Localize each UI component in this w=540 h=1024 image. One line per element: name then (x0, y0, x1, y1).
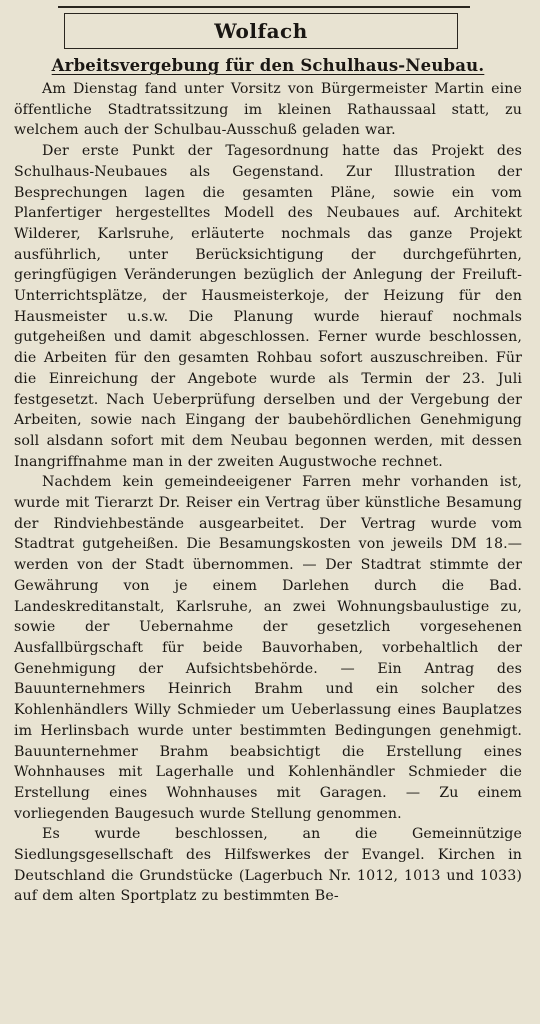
section-header-box (64, 13, 458, 49)
article-paragraph: Es wurde beschlossen, an die Gemeinnützige Siedlungsgesellschaft des Hilfswerkes der Evangel. Kirchen in Deutschland die Grundstücke (Lagerbuch Nr. 1012, 1013 und 1033) auf dem alten Sportplatz zu bestimmten Be- (14, 826, 522, 905)
top-rule (58, 6, 470, 8)
article (14, 56, 522, 907)
article-paragraph: Am Dienstag fand unter Vorsitz von Bürgermeister Martin eine öffentliche Stadtratssitzung im kleinen Rathaussaal statt, zu welchem auch der Schulbau-Ausschuß geladen war. (14, 81, 522, 139)
section-title: Wolfach (214, 19, 308, 43)
article-paragraph: Nachdem kein gemeindeeigener Farren mehr vorhanden ist, wurde mit Tierarzt Dr. Reiser ein Vertrag über künstliche Besamung der Rindviehbestände ausgearbeitet. Der Vertrag wurde vom Stadtrat gutgeheißen. Die Besamungskosten von jeweils DM 18.— werden von der Stadt übernommen. — Der Stadtrat stimmte der Gewährung von je einem Darlehen durch die Bad. Landeskreditanstalt, Karlsruhe, an zwei Wohnungsbaulustige zu, sowie der Uebernahme der gesetzlich vorgesehenen Ausfallbürgschaft für beide Bauvorhaben, vorbehaltlich der Genehmigung der Aufsichtsbehörde. — Ein Antrag des Bauunternehmers Heinrich Brahm und ein solcher des Kohlenhändlers Willy Schmieder um Ueberlassung eines Bauplatzes im Herlinsbach wurde unter bestimmten Bedingungen genehmigt. Bauunternehmer Brahm beabsichtigt die Erstellung eines Wohnhauses mit Lagerhalle und Kohlenhändler Schmieder die Erstellung eines Wohnhauses mit Garagen. — Zu einem vorliegenden Baugesuch wurde Stellung genommen. (14, 474, 522, 822)
article-paragraph: Der erste Punkt der Tagesordnung hatte das Projekt des Schulhaus-Neubaues als Gegenstand. Zur Illustration der Besprechungen lagen die gesamten Pläne, sowie ein vom Planfertiger hergestelltes Modell des Neubaues auf. Architekt Wilderer, Karlsruhe, erläuterte nochmals das ganze Projekt ausführlich, unter Berücksichtigung der durchgeführten, geringfügigen Veränderungen bezüglich der Anlegung der Freiluft-Unterrichtsplätze, der Hausmeisterkoje, der Heizung für den Hausmeister u.s.w. Die Planung wurde hierauf nochmals gutgeheißen und damit abgeschlossen. Ferner wurde beschlossen, die Arbeiten für den gesamten Rohbau sofort auszuschreiben. Für die Einreichung der Angebote wurde als Termin der 23. Juli festgesetzt. Nach Ueberprüfung derselben und der Vergebung der Arbeiten, sowie nach Eingang der baubehördlichen Genehmigung soll alsdann sofort mit dem Neubau begonnen werden, mit dessen Inangriffnahme man in der zweiten Augustwoche rechnet. (14, 143, 522, 470)
article-headline: Arbeitsvergebung für den Schulhaus-Neubau. (51, 56, 485, 75)
